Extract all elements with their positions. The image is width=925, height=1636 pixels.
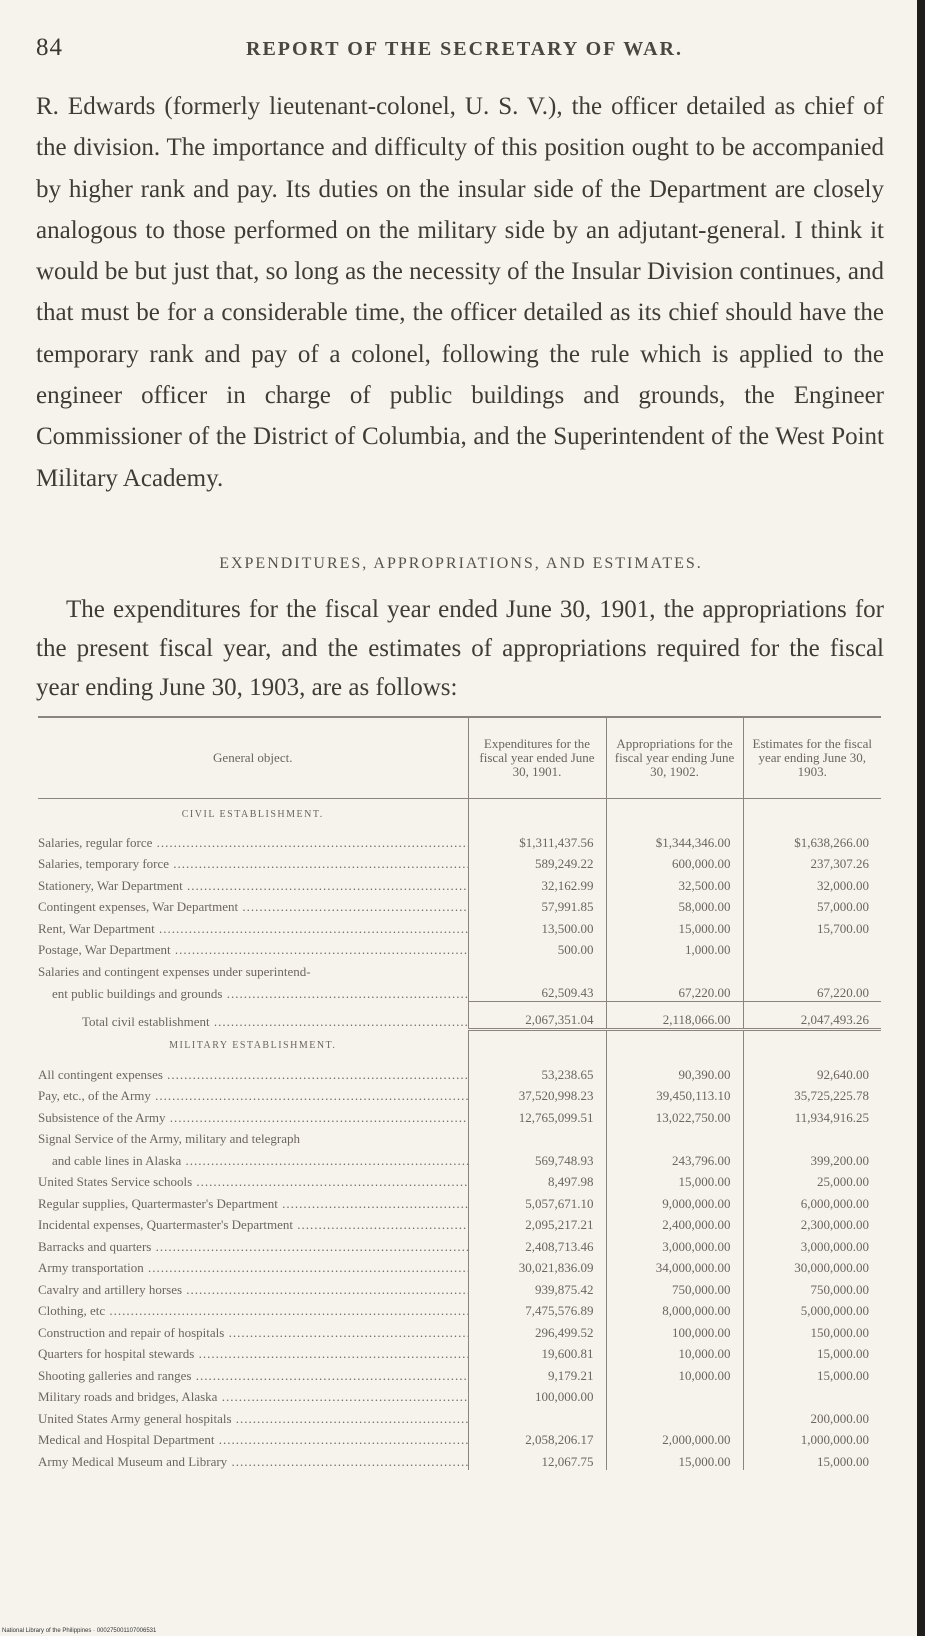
row-label: ent public buildings and grounds ..... [38,980,468,1002]
row-label: All contingent expenses ..... [38,1061,468,1083]
expenditures-cell: 2,095,217.21 [468,1212,606,1234]
header-expenditures: Expenditures for the fiscal year ended June 30, 1901. [468,717,606,799]
empty-cell [606,958,743,980]
table-row [38,1169,881,1191]
military-establishment-heading-label: MILITARY ESTABLISHMENT. [169,1039,337,1051]
expenditures-cell: 100,000.00 [468,1384,606,1406]
appropriations-cell: 10,000.00 [606,1341,743,1363]
row-label: Military roads and bridges, Alaska ..... [38,1384,468,1406]
appropriations-cell: 32,500.00 [606,872,743,894]
appropriations-cell: 2,118,066.00 [606,1002,743,1030]
table-row [38,851,881,873]
expenditures-cell: 12,067.75 [468,1448,606,1470]
appropriations-cell: 15,000.00 [606,915,743,937]
expenditures-table [38,716,881,1470]
header-general-object: General object. [38,717,468,799]
table-body [38,799,881,1470]
row-label: Subsistence of the Army ..... [38,1104,468,1126]
row-label: Regular supplies, Quartermaster's Department ..... [38,1190,468,1212]
appropriations-cell: 67,220.00 [606,980,743,1002]
appropriations-cell: 9,000,000.00 [606,1190,743,1212]
table-row [38,1276,881,1298]
table-row [38,1255,881,1277]
row-label: United States Army general hospitals ..... [38,1405,468,1427]
empty-cell [743,799,881,830]
row-label: Medical and Hospital Department ..... [38,1427,468,1449]
expenditures-cell: 57,991.85 [468,894,606,916]
empty-cell [468,799,606,830]
expenditures-cell: 7,475,576.89 [468,1298,606,1320]
estimates-cell: 3,000,000.00 [743,1233,881,1255]
row-label: Contingent expenses, War Department ..... [38,894,468,916]
body-paragraph: R. Edwards (formerly lieutenant-colonel, U. S. V.), the officer detailed as chief of the division. The importance and difficulty of this position ought to be accompanied by higher rank and pay. Its duties on the insular side of the Department are closely analogous to those performed on the military side by an adjutant-general. I think it would be but just that, so long as the necessity of the Insular Division continues, and that must be for a considerable time, the officer detailed as its chief should have the temporary rank and pay of a colonel, following the rule which is applied to the engineer officer in charge of public buildings and grounds, the Engineer Commissioner of the District of Columbia, and the Superintendent of the West Point Military Academy. [36,93,884,492]
row-label: Barracks and quarters ..... [38,1233,468,1255]
row-label: Rent, War Department ..... [38,915,468,937]
estimates-cell: 57,000.00 [743,894,881,916]
appropriations-cell: 3,000,000.00 [606,1233,743,1255]
row-label: Army Medical Museum and Library ..... [38,1448,468,1470]
expenditures-cell: 569,748.93 [468,1147,606,1169]
expenditures-cell: 12,765,099.51 [468,1104,606,1126]
row-label: Salaries and contingent expenses under superintend- [38,963,311,979]
appropriations-cell: 39,450,113.10 [606,1083,743,1105]
table-row [38,1319,881,1341]
table-row [38,894,881,916]
table-row-continued [38,980,881,1002]
estimates-cell: 15,000.00 [743,1448,881,1470]
appropriations-cell [606,1384,743,1406]
appropriations-cell [606,1405,743,1427]
civil-establishment-heading [38,799,881,830]
empty-cell [743,1126,881,1148]
table-row [38,1212,881,1234]
expenditures-cell: 19,600.81 [468,1341,606,1363]
header-appropriations: Appropriations for the fiscal year ending June 30, 1902. [606,717,743,799]
expenditures-cell: 8,497.98 [468,1169,606,1191]
expenditures-cell: 53,238.65 [468,1061,606,1083]
table-row [38,1126,881,1148]
appropriations-cell: 10,000.00 [606,1362,743,1384]
empty-cell [743,958,881,980]
expenditures-cell: 37,520,998.23 [468,1083,606,1105]
military-establishment-heading [38,1030,881,1062]
running-head: REPORT OF THE SECRETARY OF WAR. [246,38,683,60]
expenditures-cell: 296,499.52 [468,1319,606,1341]
table-row [38,829,881,851]
expenditures-cell: 589,249.22 [468,851,606,873]
appropriations-cell: 34,000,000.00 [606,1255,743,1277]
estimates-cell: 150,000.00 [743,1319,881,1341]
estimates-cell: 2,300,000.00 [743,1212,881,1234]
estimates-cell: 6,000,000.00 [743,1190,881,1212]
table-row [38,1002,881,1030]
row-label: Quarters for hospital stewards ..... [38,1341,468,1363]
estimates-cell: 15,000.00 [743,1341,881,1363]
estimates-cell: 1,000,000.00 [743,1427,881,1449]
estimates-cell: 2,047,493.26 [743,1002,881,1030]
row-label: Postage, War Department ..... [38,937,468,959]
estimates-cell: 5,000,000.00 [743,1298,881,1320]
table-row [38,1384,881,1406]
empty-cell [743,1030,881,1062]
expenditures-cell: 939,875.42 [468,1276,606,1298]
appropriations-cell: 15,000.00 [606,1169,743,1191]
appropriations-cell: 8,000,000.00 [606,1298,743,1320]
empty-cell [468,1030,606,1062]
table-row [38,1448,881,1470]
estimates-cell: 15,000.00 [743,1362,881,1384]
appropriations-cell: 58,000.00 [606,894,743,916]
table-row [38,958,881,980]
estimates-cell: $1,638,266.00 [743,829,881,851]
row-label: Pay, etc., of the Army ..... [38,1083,468,1105]
row-label: Salaries, regular force ..... [38,829,468,851]
expenditures-cell: 32,162.99 [468,872,606,894]
estimates-cell: 399,200.00 [743,1147,881,1169]
row-label: Stationery, War Department ..... [38,872,468,894]
estimates-cell [743,1384,881,1406]
page-number: 84 [36,34,63,61]
row-label: Shooting galleries and ranges ..... [38,1362,468,1384]
appropriations-cell: 90,390.00 [606,1061,743,1083]
header-estimates: Estimates for the fiscal year ending June 30, 1903. [743,717,881,799]
estimates-cell: 237,307.26 [743,851,881,873]
table-header-row [38,717,881,799]
appropriations-cell: 2,400,000.00 [606,1212,743,1234]
expenditures-cell: 5,057,671.10 [468,1190,606,1212]
appropriations-cell: 1,000.00 [606,937,743,959]
table-row [38,1341,881,1363]
civil-establishment-heading-label: CIVIL ESTABLISHMENT. [181,808,324,820]
row-label: Army transportation ..... [38,1255,468,1277]
table-row [38,1061,881,1083]
estimates-cell [743,937,881,959]
table-row [38,1233,881,1255]
estimates-cell: 92,640.00 [743,1061,881,1083]
appropriations-cell: 13,022,750.00 [606,1104,743,1126]
table-row [38,1190,881,1212]
row-label: Incidental expenses, Quartermaster's Department ..... [38,1212,468,1234]
row-label: Salaries, temporary force ..... [38,851,468,873]
estimates-cell: 35,725,225.78 [743,1083,881,1105]
estimates-cell: 30,000,000.00 [743,1255,881,1277]
estimates-cell: 11,934,916.25 [743,1104,881,1126]
estimates-cell: 750,000.00 [743,1276,881,1298]
table-row-continued [38,1147,881,1169]
expenditures-cell: 2,067,351.04 [468,1002,606,1030]
expenditures-cell: 500.00 [468,937,606,959]
scan-edge [917,0,925,1636]
estimates-cell: 25,000.00 [743,1169,881,1191]
intro-paragraph: The expenditures for the fiscal year ended June 30, 1901, the appropriations for the present fiscal year, and the estimates of appropriations required for the fiscal year ending June 30, 1903, are as follows: [36,596,884,701]
appropriations-cell: 243,796.00 [606,1147,743,1169]
row-label: Cavalry and artillery horses ..... [38,1276,468,1298]
row-label: United States Service schools ..... [38,1169,468,1191]
table-row [38,937,881,959]
footer-note: National Library of the Philippines · 000275001107006531 [2,1628,157,1634]
table-row [38,1362,881,1384]
page-header [36,34,886,66]
table-row [38,1405,881,1427]
expenditures-cell: 30,021,836.09 [468,1255,606,1277]
table-row [38,1427,881,1449]
expenditures-cell: 2,408,713.46 [468,1233,606,1255]
table-row [38,872,881,894]
empty-cell [468,1126,606,1148]
appropriations-cell: 2,000,000.00 [606,1427,743,1449]
estimates-cell: 200,000.00 [743,1405,881,1427]
empty-cell [606,799,743,830]
appropriations-cell: 600,000.00 [606,851,743,873]
row-label: Construction and repair of hospitals ..... [38,1319,468,1341]
expenditures-cell: 13,500.00 [468,915,606,937]
empty-cell [606,1030,743,1062]
appropriations-cell: 100,000.00 [606,1319,743,1341]
table-row [38,1083,881,1105]
row-label: and cable lines in Alaska ..... [38,1147,468,1169]
appropriations-cell: 750,000.00 [606,1276,743,1298]
expenditures-cell: 62,509.43 [468,980,606,1002]
estimates-cell: 67,220.00 [743,980,881,1002]
empty-cell [606,1126,743,1148]
appropriations-cell: 15,000.00 [606,1448,743,1470]
row-label: Signal Service of the Army, military and telegraph [38,1131,300,1146]
empty-cell [468,958,606,980]
section-heading: EXPENDITURES, APPROPRIATIONS, AND ESTIMATES. [219,555,703,572]
expenditures-cell: 2,058,206.17 [468,1427,606,1449]
expenditures-cell: 9,179.21 [468,1362,606,1384]
row-label: Total civil establishment ..... [38,1002,468,1030]
expenditures-cell [468,1405,606,1427]
estimates-cell: 15,700.00 [743,915,881,937]
expenditures-cell: $1,311,437.56 [468,829,606,851]
estimates-cell: 32,000.00 [743,872,881,894]
appropriations-cell: $1,344,346.00 [606,829,743,851]
table-row [38,915,881,937]
row-label: Clothing, etc ..... [38,1298,468,1320]
table-row [38,1298,881,1320]
table-row [38,1104,881,1126]
